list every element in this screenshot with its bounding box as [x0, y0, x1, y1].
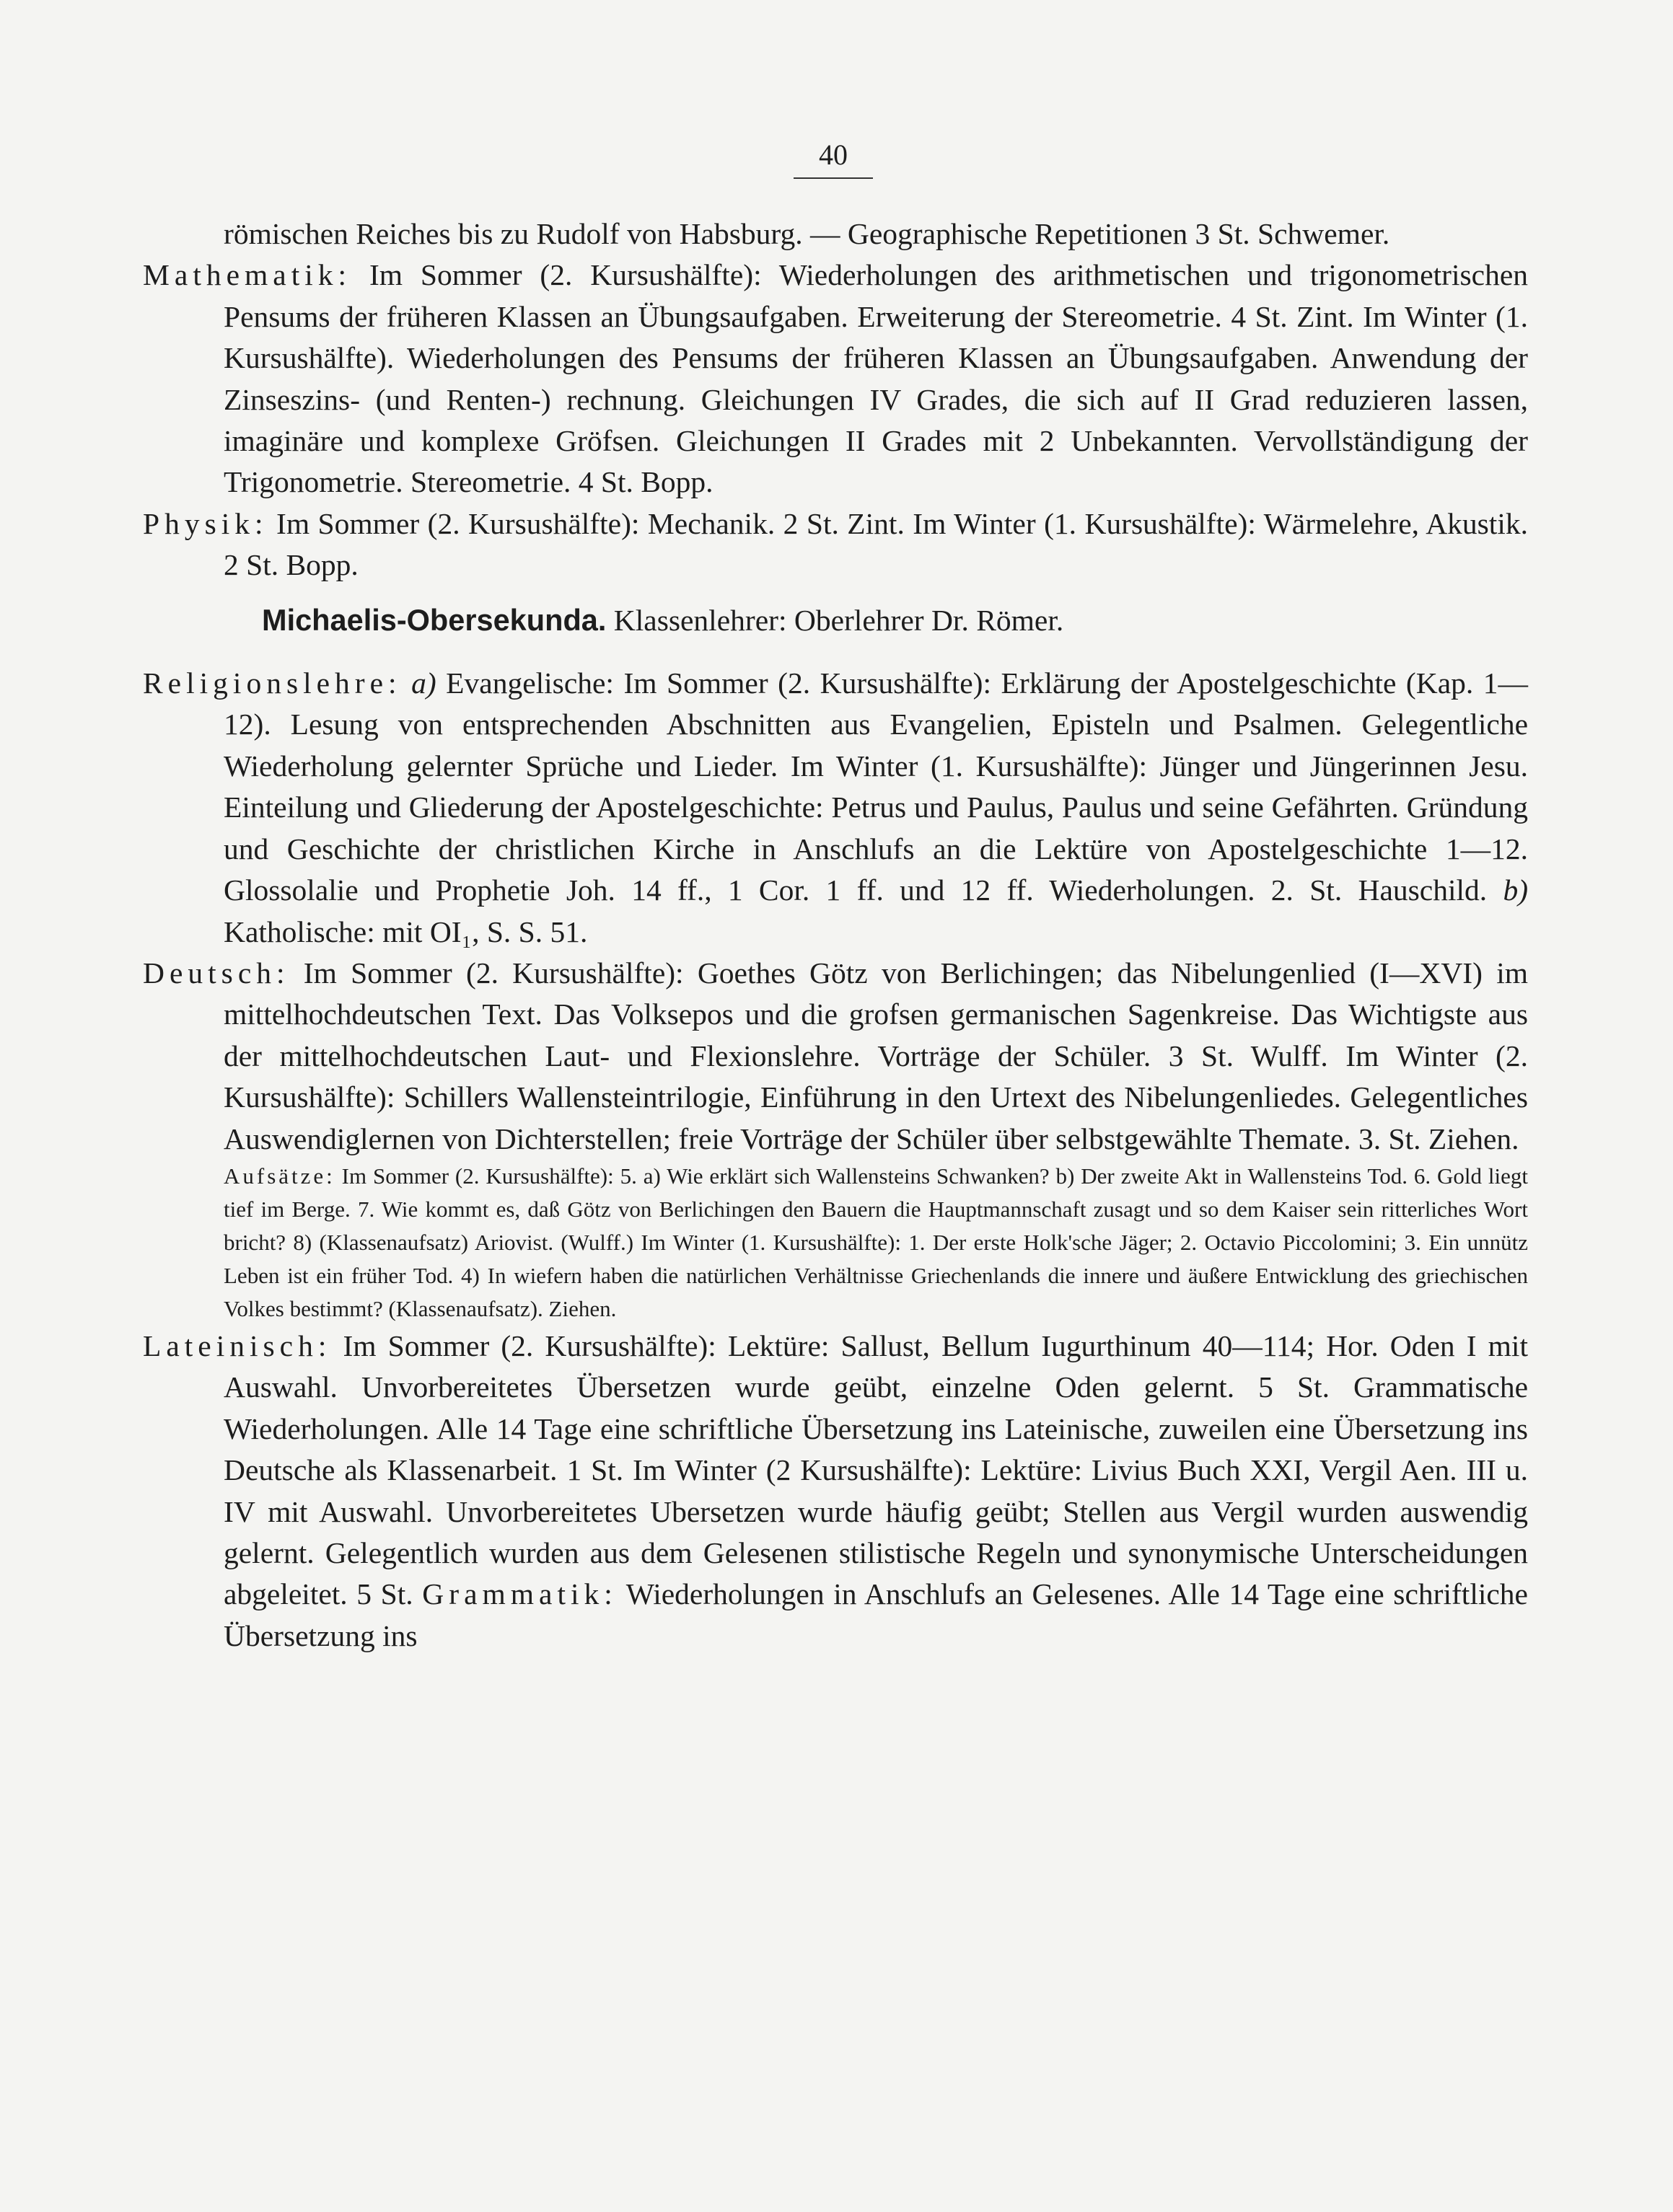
section-physik — [143, 503, 1528, 586]
subject-label-physik: Physik: — [143, 506, 268, 540]
subject-label-deutsch: Deutsch: — [143, 956, 290, 990]
page-number: 40 — [819, 138, 848, 171]
section-deutsch — [143, 953, 1528, 1160]
aufsaetze-text: Im Sommer (2. Kursushälfte): 5. a) Wie erklärt sich Wallensteins Schwanken? b) Der zweite Akt in Wallensteins Tod. 6. Gold liegt tief im Berge. 7. Wie kommt es, daß Götz von Berlichingen den Bauern die Hauptmannschaft zusagt und so dem Kaiser sein ritterliches Wort bricht? 8) (Klassenaufsatz) Ariovist. (Wulff.) Im Winter (1. Kursushälfte): 1. Der erste Holk'sche Jäger; 2. Octavio Piccolomini; 3. Ein unnütz Leben ist ein früher Tod. 4) In wiefern haben die natürlichen Verhältnisse Griechenlands die innere und äußere Entwicklung des griechischen Volkes bestimmt? (Klassenaufsatz). Ziehen. — [224, 1163, 1528, 1321]
subject-text-deutsch: Im Sommer (2. Kursushälfte): Goethes Götz von Berlichingen; das Nibelungenlied (I—XVI) im mittelhochdeutschen Text. Das Volksepos und die grofsen germanischen Sagenkreise. Das Wichtigste aus der mittelhochdeutschen Laut- und Flexionslehre. Vorträge der Schüler. 3 St. Wulff. Im Winter (2. Kursushälfte): Schillers Wallensteintrilogie, Einführung in den Urtext des Nibelungenliedes. Gelegentliches Auswendiglernen von Dichterstellen; freie Vorträge der Schüler über selbstgewählte Themate. 3. St. Ziehen. — [224, 956, 1529, 1155]
subject-text-religionslehre-evangelisch: Evangelische: Im Sommer (2. Kursushälfte): Erklärung der Apostelgeschichte (Kap. 1—12). Lesung von entsprechenden Abschnitten aus Evangelien, Episteln und Psalmen. Gelegentliche Wiederholung gelernter Sprüche und Lieder. Im Winter (1. Kursushälfte): Jünger und Jüngerinnen Jesu. Einteilung und Gliederung der Apostelgeschichte: Petrus und Paulus, Paulus und seine Gefährten. Gründung und Geschichte der christlichen Kirche in Anschlufs an die Lektüre von Apostelgeschichte 1—12. Glossolalie und Prophetie Joh. 14 ff., 1 Cor. 1 ff. und 12 ff. Wiederholungen. 2. St. Hauschild. — [224, 666, 1529, 907]
subject-text-grammatik: Wiederholungen in Anschlufs an Gelesenes. Alle 14 Tage eine schriftliche Übersetzung ins — [224, 1577, 1528, 1652]
section-lateinisch — [143, 1326, 1528, 1657]
subject-text-lateinisch: Im Sommer (2. Kursushälfte): Lektüre: Sallust, Bellum Iugurthinum 40—114; Hor. Oden I mit Auswahl. Unvorbereitetes Übersetzen wurde geübt, einzelne Oden gelernt. 5 St. Grammatische Wiederholungen. Alle 14 Tage eine schriftliche Übersetzung ins Lateinische, zuweilen eine Übersetzung ins Deutsche als Klassenarbeit. 1 St. Im Winter (2 Kursushälfte): Lektüre: Livius Buch XXI, Vergil Aen. III u. IV mit Auswahl. Unvorbereitetes Ubersetzen wurde häufig geübt; Stellen aus Vergil wurden auswendig gelernt. Gelegentlich wurden aus dem Gelesenen stilistische Regeln und synonymische Unterscheidungen abgeleitet. 5 St. — [224, 1328, 1528, 1611]
marker-b: b) — [1503, 873, 1529, 907]
class-heading — [143, 599, 1528, 641]
subject-label-mathematik: Mathematik: — [143, 258, 352, 292]
document-body — [143, 213, 1528, 1657]
subject-label-grammatik: Grammatik: — [422, 1577, 618, 1611]
subject-label-lateinisch: Lateinisch: — [143, 1328, 332, 1362]
marker-a: a) — [411, 666, 436, 700]
subject-label-religionslehre: Religionslehre: — [143, 666, 402, 700]
section-mathematik — [143, 255, 1528, 503]
subject-text-physik: Im Sommer (2. Kursushälfte): Mechanik. 2 St. Zint. Im Winter (1. Kursushälfte): Wärmelehre, Akustik. 2 St. Bopp. — [224, 506, 1528, 582]
aufsaetze-note — [143, 1160, 1528, 1326]
class-heading-teacher: Klassenlehrer: Oberlehrer Dr. Römer. — [613, 603, 1064, 637]
paragraph-continuation: römischen Reiches bis zu Rudolf von Habsburg. — Geographische Repetitionen 3 St. Schwemer. — [224, 217, 1390, 250]
aufsaetze-label: Aufsätze: — [224, 1163, 335, 1189]
page-number-rule — [794, 177, 873, 179]
section-religionslehre — [143, 663, 1528, 953]
subject-text-mathematik: Im Sommer (2. Kursushälfte): Wiederholungen des arithmetischen und trigonometrischen Pensums der früheren Klassen an Übungsaufgaben. Erweiterung der Stereometrie. 4 St. Zint. Im Winter (1. Kursushälfte). Wiederholungen des Pensums der früheren Klassen an Übungsaufgaben. Anwendung der Zinseszins- (und Renten-) rechnung. Gleichungen IV Grades, die sich auf II Grad reduzieren lassen, imaginäre und komplexe Gröfsen. Gleichungen II Grades mit 2 Unbekannten. Vervollständigung der Trigonometrie. Stereometrie. 4 St. Bopp. — [224, 258, 1528, 499]
subject-text-religionslehre-katholisch: Katholische: mit OI₁, S. S. 51. — [224, 915, 588, 948]
class-heading-title: Michaelis-Obersekunda. — [262, 602, 607, 637]
